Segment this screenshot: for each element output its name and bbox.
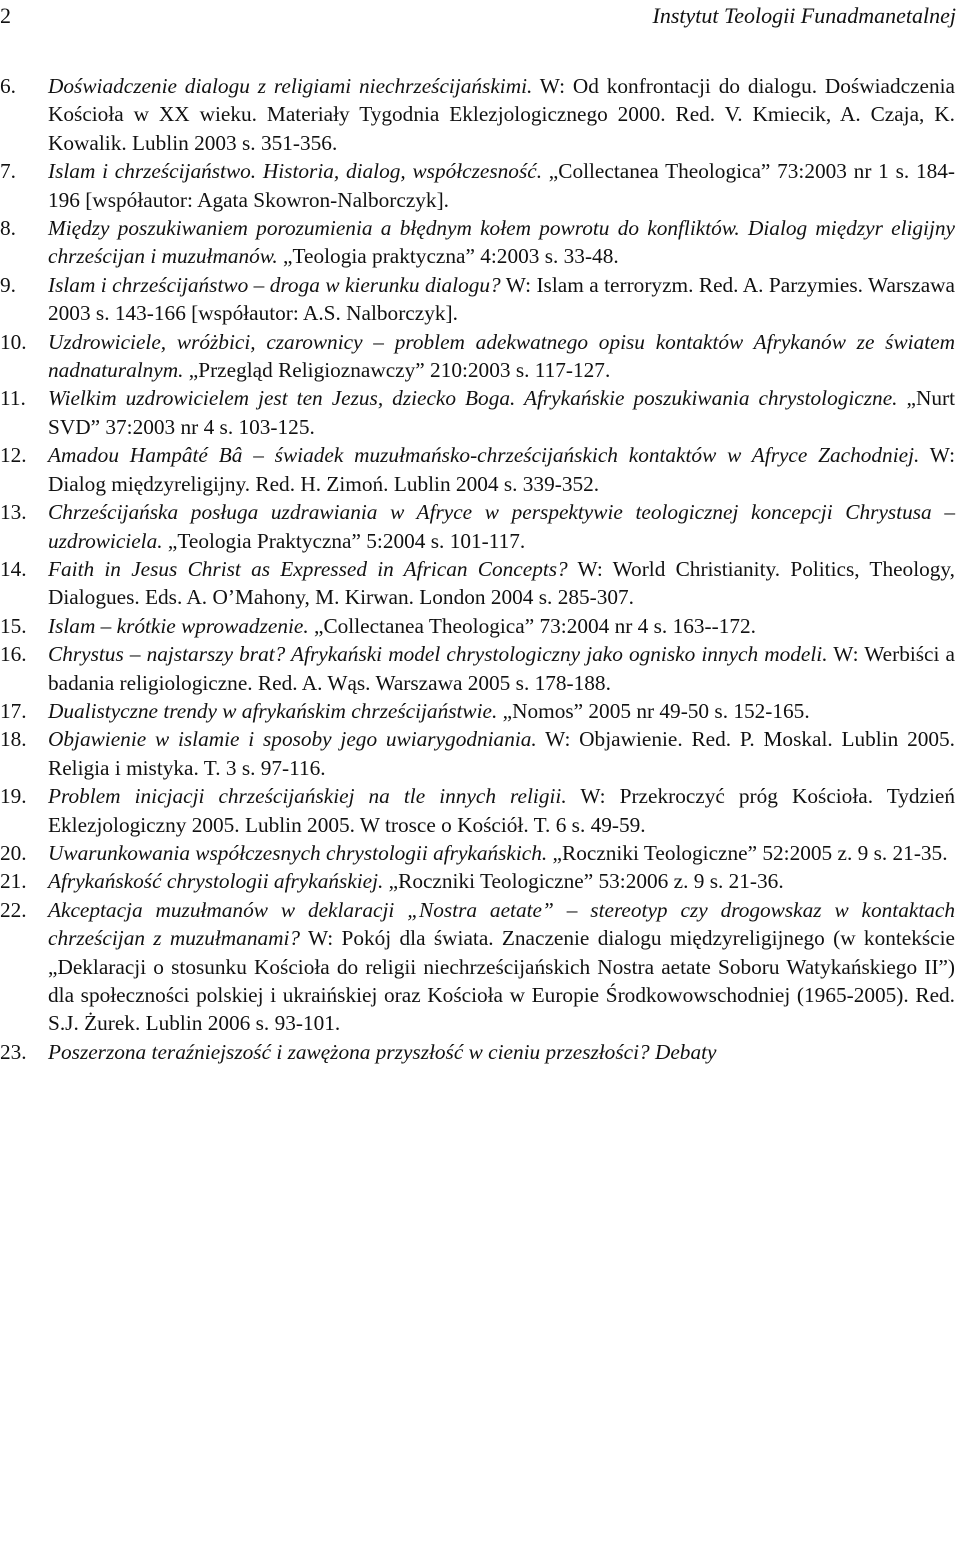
entry-number: 10.	[0, 329, 27, 354]
bibliography-list	[0, 72, 955, 1066]
entry-title: Amadou Hampâté Bâ – świadek muzułmańsko-chrześcijańskich kontaktów w Afryce Zachodniej.	[48, 443, 920, 468]
entry-title: Chrystus – najstarszy brat? Afrykański model chrystologiczny jako ognisko innych modeli.	[48, 642, 828, 667]
entry-number: 9.	[0, 272, 16, 297]
entry-number: 20.	[0, 840, 27, 865]
entry-title: Islam i chrześcijaństwo – droga w kierunku dialogu?	[48, 272, 501, 297]
entry-number: 6.	[0, 74, 16, 98]
bibliography-entry	[0, 328, 955, 385]
entry-title: Akceptacja muzułmanów w deklaracji „Nostra aetate” – stereotyp czy drogowskaz w kontaktach chrześcijan z muzułmanami?	[48, 897, 955, 951]
entry-title: Wielkim uzdrowicielem jest ten Jezus, dziecko Boga. Afrykańskie poszukiwania chrystologiczne.	[48, 386, 898, 411]
entry-title: Problem inicjacji chrześcijańskiej na tle innych religii.	[48, 784, 567, 809]
page-number: 2	[0, 3, 11, 28]
entry-source: „Collectanea Theologica” 73:2003 nr 1 s. 184-196 [współautor: Agata Skowron-Nalborczyk].	[48, 159, 955, 212]
entry-number: 7.	[0, 159, 16, 184]
bibliography-entry	[0, 1038, 955, 1066]
entry-number: 22.	[0, 897, 27, 922]
entry-source: W: Islam a terroryzm. Red. A. Parzymies. Warszawa 2003 s. 143-166 [współautor: A.S. Nalborczyk].	[48, 272, 956, 326]
entry-title: Uzdrowiciele, wróżbici, czarownicy – problem adekwatnego opisu kontaktów Afrykanów ze światem nadnaturalnym.	[48, 329, 955, 383]
bibliography-entry	[0, 498, 955, 555]
entry-title: Islam – krótkie wprowadzenie.	[48, 613, 309, 638]
bibliography-entry	[0, 441, 955, 498]
bibliography-entry	[0, 271, 955, 328]
entry-title: Uwarunkowania współczesnych chrystologii afrykańskich.	[48, 840, 548, 865]
entry-number: 18.	[0, 727, 27, 752]
entry-source: „Nomos” 2005 nr 49-50 s. 152-165.	[497, 698, 810, 723]
entry-source: „Nurt SVD” 37:2003 nr 4 s. 103-125.	[48, 386, 955, 439]
entry-title: Dualistyczne trendy w afrykańskim chrześcijaństwie.	[48, 698, 498, 723]
page-header	[0, 0, 960, 40]
entry-number: 11.	[0, 386, 26, 411]
entry-number: 15.	[0, 613, 27, 638]
entry-title: Afrykańskość chrystologii afrykańskiej.	[48, 869, 384, 894]
entry-source: W: Werbiści a badania religiologiczne. Red. A. Wąs. Warszawa 2005 s. 178-188.	[48, 642, 955, 695]
bibliography-entry	[0, 896, 955, 1038]
entry-number: 19.	[0, 784, 27, 809]
bibliography-entry	[0, 640, 955, 697]
entry-title: Poszerzona teraźniejszość i zawężona przyszłość w cieniu przeszłości? Debaty	[48, 1039, 717, 1064]
bibliography-entry	[0, 697, 955, 725]
entry-source: „Roczniki Teologiczne” 53:2006 z. 9 s. 21-36.	[383, 869, 784, 894]
entry-source: W: Pokój dla świata. Znaczenie dialogu międzyreligijnego (w kontekście „Deklaracji o stosunku Kościoła do religii niechrześcijańskich Nostra aetate Soboru Watykańskiego II”) dla społeczności polskiej i ukraińskiej oraz Kościoła w Europie Środkowowschodniej (1965-2005). Red. S.J. Żurek. Lublin 2006 s. 93-101.	[48, 926, 955, 1036]
entry-title: Doświadczenie dialogu z religiami niechrześcijańskimi.	[48, 74, 533, 98]
entry-title: Między poszukiwaniem porozumienia a błędnym kołem powrotu do konfliktów. Dialog międzyr eligijny chrześcijan i muzułmanów.	[48, 216, 955, 269]
entry-number: 16.	[0, 642, 27, 667]
entry-source: W: Przekroczyć próg Kościoła. Tydzień Eklezjologiczny 2005. Lublin 2005. W trosce o Kościół. T. 6 s. 49-59.	[48, 784, 955, 837]
entry-number: 17.	[0, 698, 27, 723]
entry-source: W: Objawienie. Red. P. Moskal. Lublin 2005. Religia i mistyka. T. 3 s. 97-116.	[48, 727, 956, 780]
bibliography-entry	[0, 839, 955, 867]
entry-source: „Przegląd Religioznawczy” 210:2003 s. 117-127.	[183, 358, 611, 383]
entry-source: „Teologia praktyczna” 4:2003 s. 33-48.	[277, 244, 619, 269]
entry-number: 21.	[0, 869, 27, 894]
bibliography-entry	[0, 214, 955, 271]
bibliography-entry	[0, 725, 955, 782]
bibliography-entry	[0, 72, 955, 157]
entry-source: W: World Christianity. Politics, Theology, Dialogues. Eds. A. O’Mahony, M. Kirwan. London 2004 s. 285-307.	[48, 556, 955, 610]
entry-source: „Teologia Praktyczna” 5:2004 s. 101-117.	[162, 528, 526, 553]
bibliography-entry	[0, 157, 955, 214]
entry-source: „Roczniki Teologiczne” 52:2005 z. 9 s. 21-35.	[547, 840, 948, 865]
entry-number: 14.	[0, 556, 27, 581]
entry-number: 23.	[0, 1039, 27, 1064]
entry-source: W: Dialog międzyreligijny. Red. H. Zimoń. Lublin 2004 s. 339-352.	[48, 443, 955, 496]
bibliography-entry	[0, 384, 955, 441]
entry-number: 8.	[0, 216, 16, 241]
entry-number: 13.	[0, 500, 27, 525]
entry-source: W: Od konfrontacji do dialogu. Doświadczenia Kościoła w XX wieku. Materiały Tygodnia Eklezjologicznego 2000. Red. V. Kmiecik, A. Czaja, K. Kowalik. Lublin 2003 s. 351-356.	[48, 74, 955, 155]
bibliography-entry	[0, 612, 955, 640]
entry-number: 12.	[0, 443, 27, 468]
bibliography-entry	[0, 555, 955, 612]
entry-title: Chrześcijańska posługa uzdrawiania w Afryce w perspektywie teologicznej koncepcji Chrystusa – uzdrowiciela.	[48, 500, 955, 553]
running-title: Instytut Teologii Funadmanetalnej	[652, 3, 956, 28]
entry-title: Islam i chrześcijaństwo. Historia, dialog, współczesność.	[48, 159, 543, 184]
entry-source: „Collectanea Theologica” 73:2004 nr 4 s. 163--172.	[308, 613, 756, 638]
bibliography-entry	[0, 867, 955, 895]
entry-title: Objawienie w islamie i sposoby jego uwiarygodniania.	[48, 727, 537, 752]
bibliography-entry	[0, 782, 955, 839]
entry-title: Faith in Jesus Christ as Expressed in African Concepts?	[48, 556, 568, 581]
